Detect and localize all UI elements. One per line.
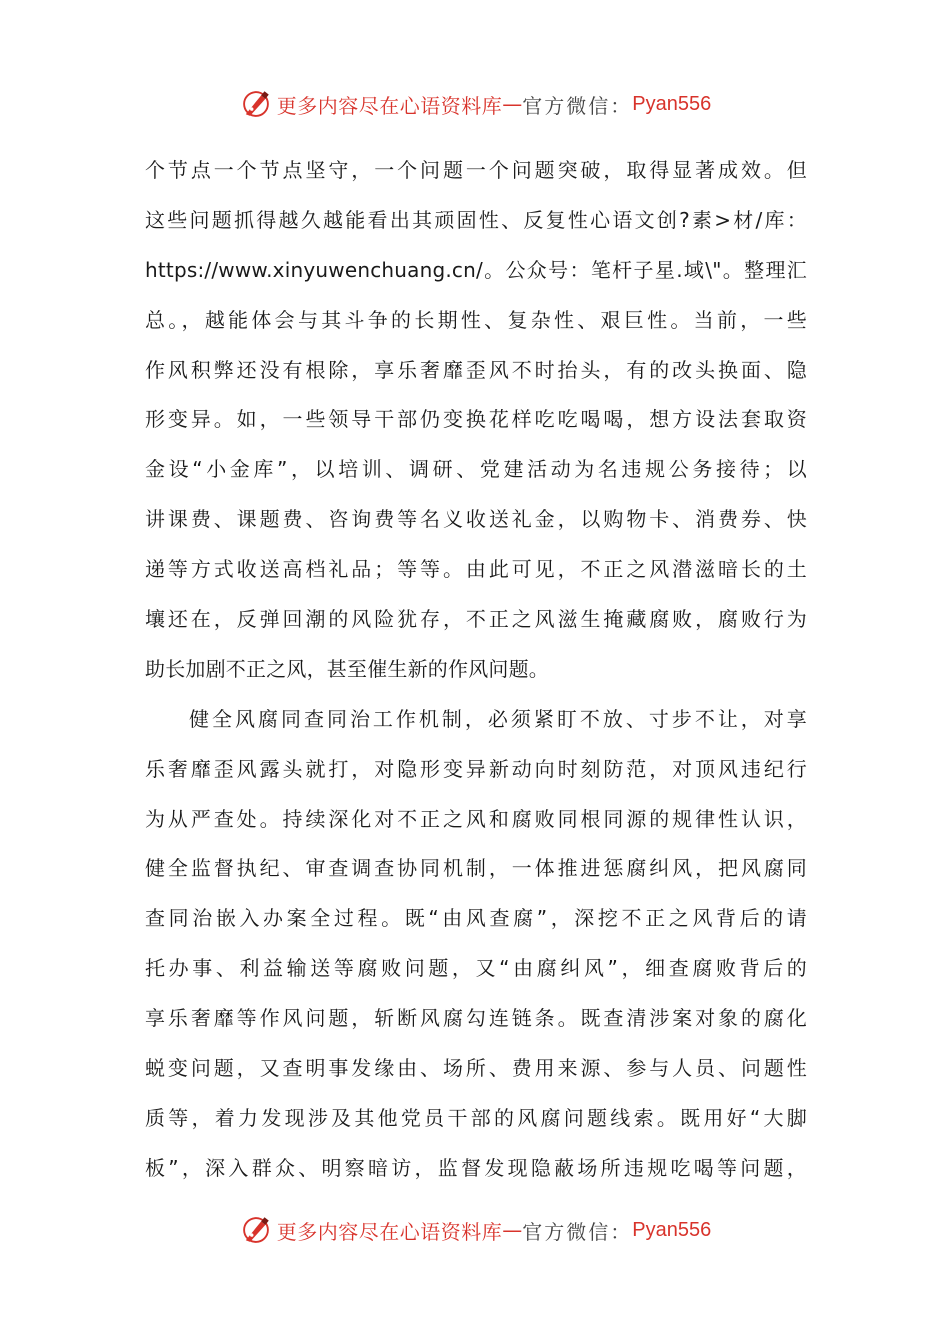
pen-logo-icon xyxy=(239,1213,273,1247)
body-line: 健全监督执纪、审查调查协同机制，一体推进惩腐纠风，把风腐同 xyxy=(145,856,807,881)
footer-banner xyxy=(0,1210,950,1250)
header-banner xyxy=(0,84,950,124)
body-line: 为从严查处。持续深化对不正之风和腐败同根同源的规律性认识， xyxy=(145,806,807,831)
body-line: 助长加剧不正之风，甚至催生新的作风问题。 xyxy=(145,656,549,681)
body-line: 形变异。如，一些领导干部仍变换花样吃吃喝喝，想方设法套取资 xyxy=(145,407,807,432)
body-line: 这些问题抓得越久越能看出其顽固性、反复性心语文创?素>材/库： xyxy=(145,207,807,232)
body-line: https://www.xinyuwenchuang.cn/。公众号：笔杆子星.域\"。整理汇 xyxy=(145,257,807,282)
banner-wechat-id: Pyan556 xyxy=(632,1218,712,1241)
banner-separator: — xyxy=(502,92,523,116)
body-line: 总。，越能体会与其斗争的长期性、复杂性、艰巨性。当前，一些 xyxy=(145,307,807,332)
banner-wechat-id: Pyan556 xyxy=(632,92,712,115)
body-line: 质等，着力发现涉及其他党员干部的风腐问题线索。既用好“大脚 xyxy=(145,1105,807,1130)
body-line: 递等方式收送高档礼品；等等。由此可见，不正之风潜滋暗长的土 xyxy=(145,557,807,582)
body-line: 乐奢靡歪风露头就打，对隐形变异新动向时刻防范，对顶风违纪行 xyxy=(145,756,807,781)
body-line: 壤还在，反弹回潮的风险犹存，不正之风滋生掩藏腐败，腐败行为 xyxy=(145,607,807,632)
banner-wechat-label: 官方微信： xyxy=(522,93,633,118)
body-line: 金设“小金库”，以培训、调研、党建活动为名违规公务接待；以 xyxy=(145,457,807,482)
body-line: 作风积弊还没有根除，享乐奢靡歪风不时抬头，有的改头换面、隐 xyxy=(145,357,807,382)
banner-separator: — xyxy=(502,1218,523,1242)
body-line: 板”，深入群众、明察暗访，监督发现隐蔽场所违规吃喝等问题， xyxy=(145,1155,807,1180)
banner-wechat-label: 官方微信： xyxy=(522,1219,633,1244)
body-line: 查同治嵌入办案全过程。既“由风查腐”，深挖不正之风背后的请 xyxy=(145,906,807,931)
pen-logo-icon xyxy=(239,87,273,121)
body-line: 蜕变问题，又查明事发缘由、场所、费用来源、参与人员、问题性 xyxy=(145,1056,807,1081)
document-body xyxy=(145,150,807,1198)
body-line: 托办事、利益输送等腐败问题，又“由腐纠风”，细查腐败背后的 xyxy=(145,956,807,981)
banner-main-text: 更多内容尽在心语资料库 xyxy=(276,93,503,118)
banner-main-text: 更多内容尽在心语资料库 xyxy=(276,1219,503,1244)
body-line: 享乐奢靡等作风问题，斩断风腐勾连链条。既查清涉案对象的腐化 xyxy=(145,1006,807,1031)
body-line: 健全风腐同查同治工作机制，必须紧盯不放、寸步不让，对享 xyxy=(189,706,807,731)
body-line: 讲课费、课题费、咨询费等名义收送礼金，以购物卡、消费券、快 xyxy=(145,507,807,532)
body-line: 个节点一个节点坚守，一个问题一个问题突破，取得显著成效。但 xyxy=(145,158,807,182)
